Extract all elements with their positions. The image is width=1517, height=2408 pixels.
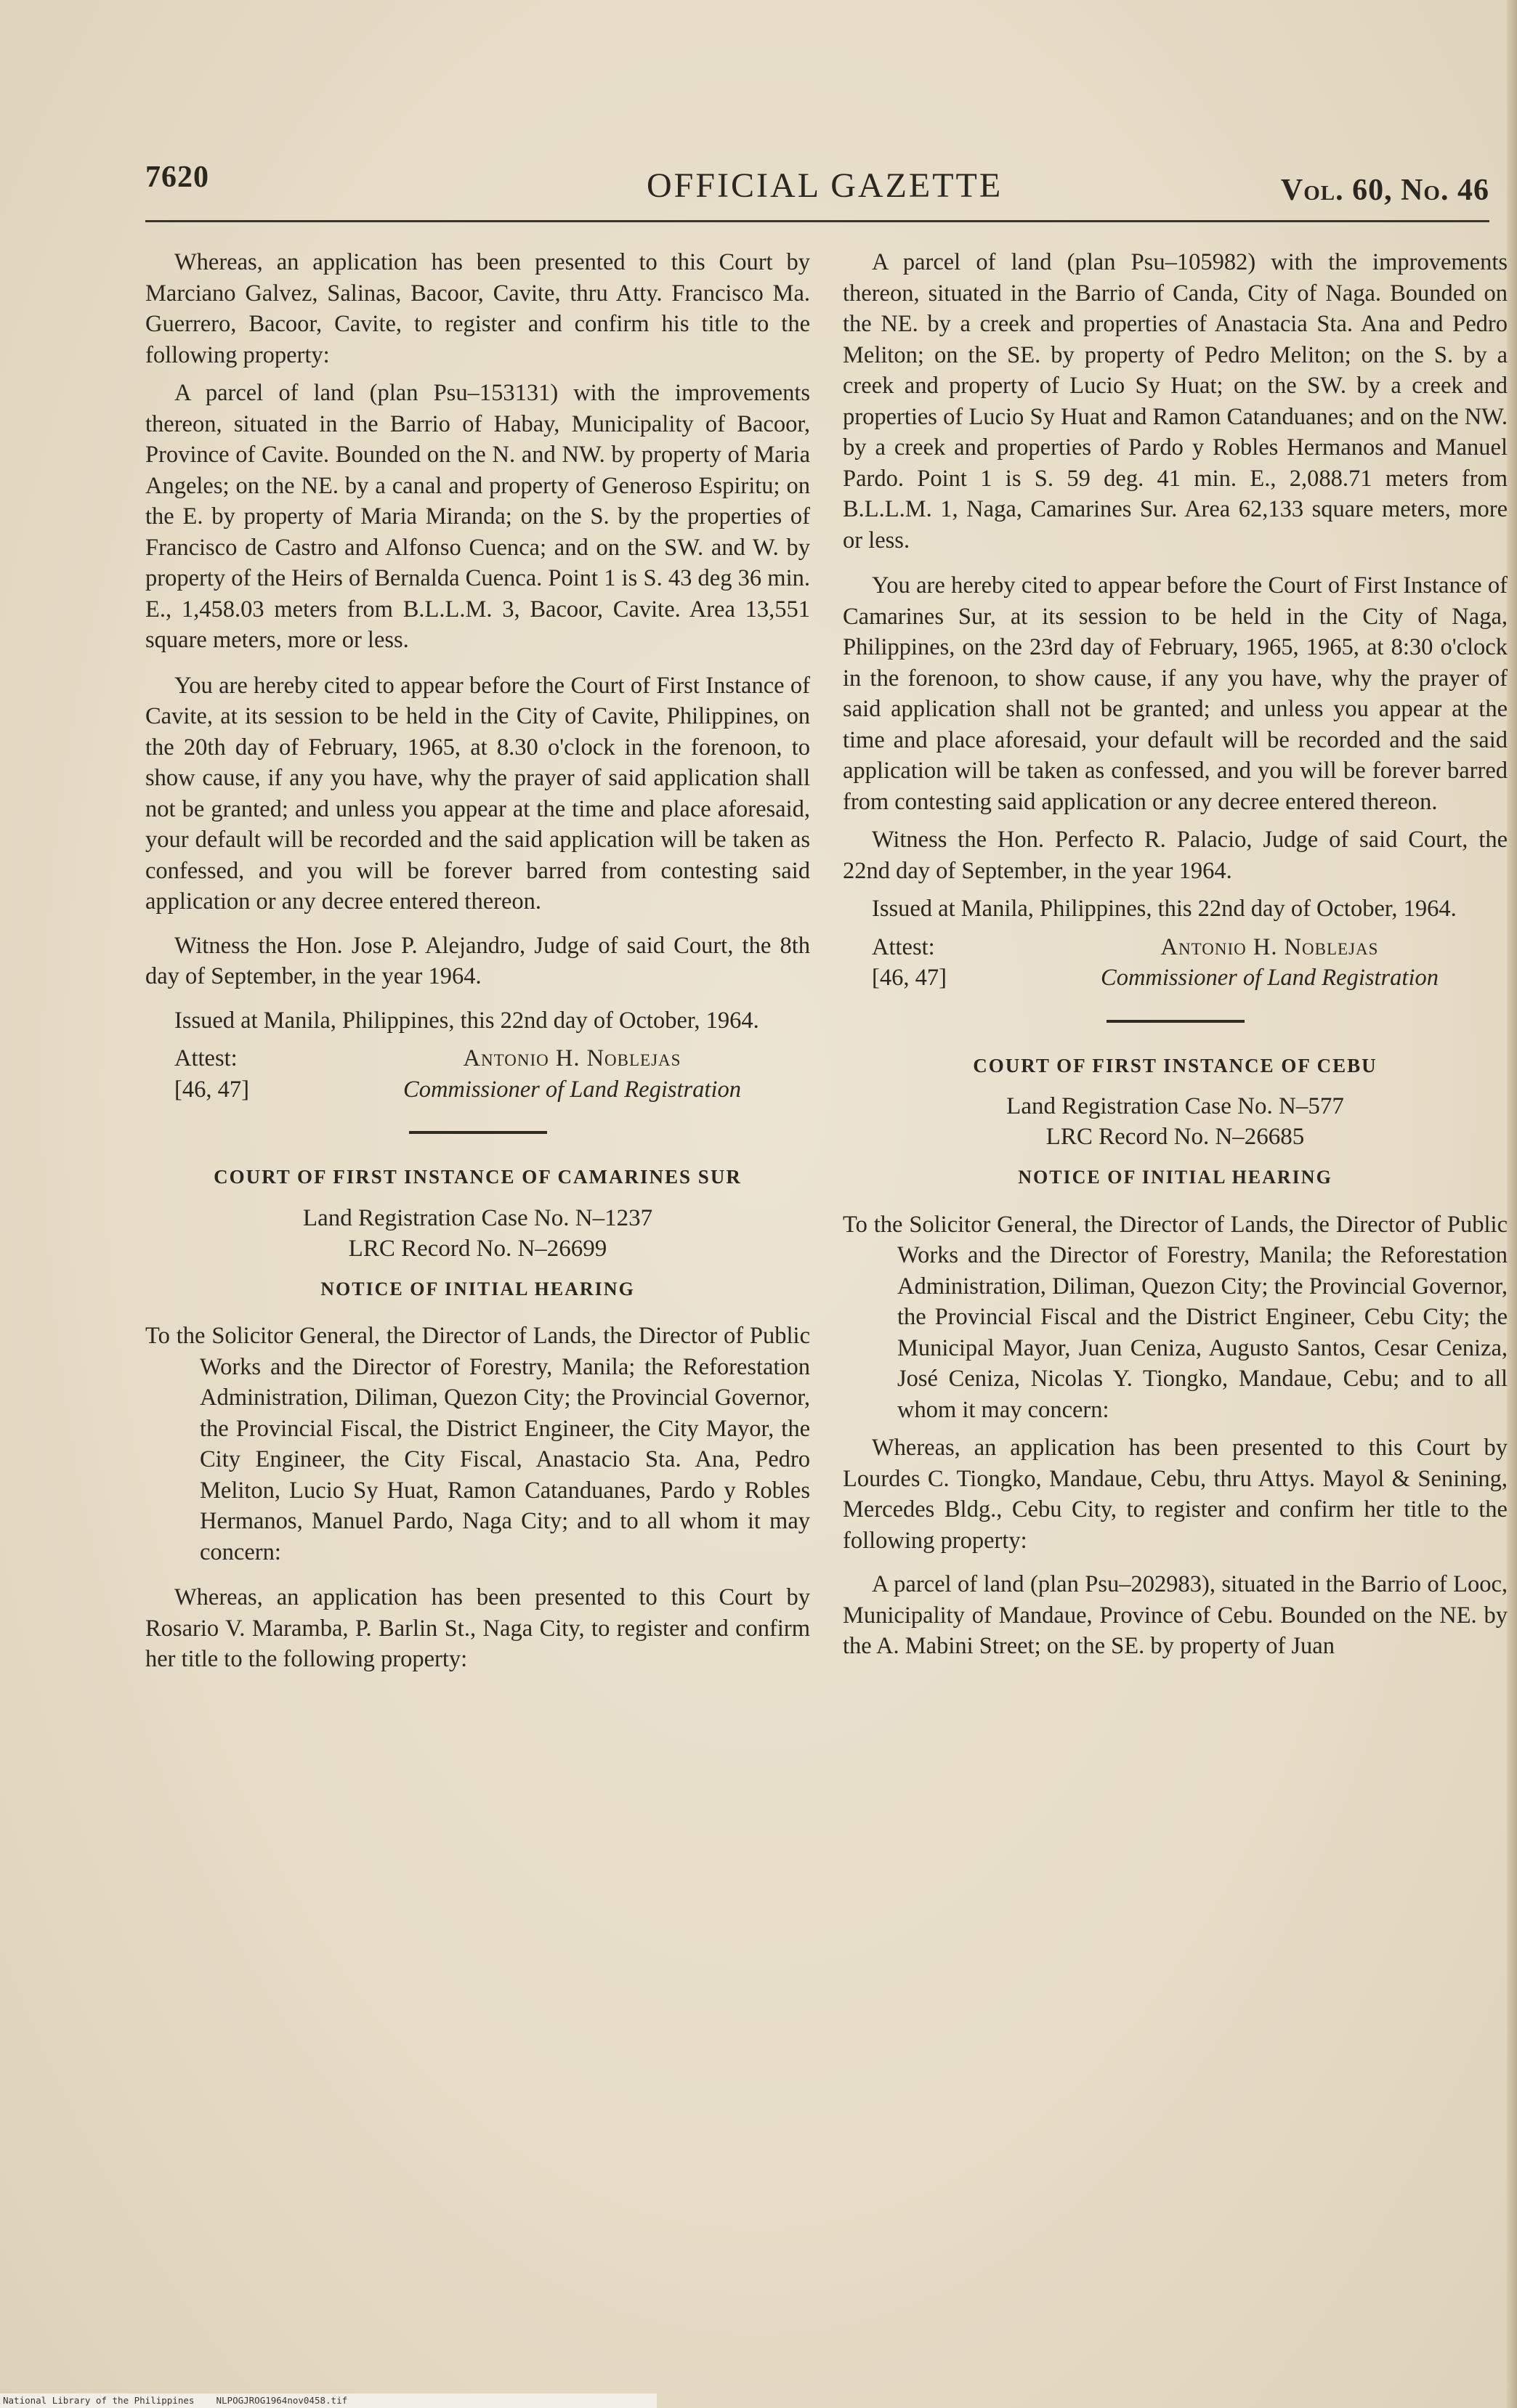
publication-title: OFFICIAL GAZETTE (647, 166, 1003, 205)
attest-name: Antonio H. Noblejas (1160, 933, 1379, 960)
page-edge (1507, 0, 1517, 2408)
paragraph: You are hereby cited to appear before the Court of First Instance of Camarines Sur, at its session to be held in the City of Naga, Philippines, on the 23rd day of February, 1965, 1965, at 8:30 o'clock in the forenoon, to show cause, if any you have, why the prayer of said application shall not be granted; and unless you appear at the time and place aforesaid, your default will be recorded and the said application will be taken as confessed, and you will be forever barred from contesting said application or any decree entered thereon. (843, 572, 1508, 815)
page-number: 7620 (145, 161, 209, 194)
paragraph: A parcel of land (plan Psu–105982) with the improvements thereon, situated in the Barrio of Canda, City of Naga. Bounded on the NE. by a creek and properties of Anastacia Sta. Ana and Pedro Meliton; on the SE. by property of Pedro Meliton; on the S. by a creek and property of Lucio Sy Huat; on the SW. by a creek and properties of Lucio Sy Huat and Ramon Catanduanes; and on the NW. by a creek and properties of Pardo y Robles Hermanos and Manuel Pardo. Point 1 is S. 59 deg. 41 min. E., 2,088.71 meters from B.L.L.M. 1, Naga, Camarines Sur. Area 62,133 square meters, more or less. (843, 249, 1508, 554)
attest-label: Attest: (872, 933, 935, 960)
addressees: To the Solicitor General, the Director of Lands, the Director of Public Works and the Director of Forestry, Manila; the Reforestation Administration, Diliman, Quezon City; the Provincial Governor, the Provincial Fiscal and the District Engineer, Cebu City; the Municipal Mayor, Juan Ceniza, Augusto Santos, Cesar Ceniza, José Ceniza, Nicolas Y. Tiongko, Mandaue, Cebu; and to all whom it may concern: (843, 1211, 1508, 1423)
addressees: To the Solicitor General, the Director of Lands, the Director of Public Works and the Director of Forestry, Manila; the Reforestation Administration, Diliman, Quezon City; the Provincial Governor, the Provincial Fiscal, the District Engineer, the City Mayor, the City Engineer, the City Fiscal, Anastacio Sta. Ana, Pedro Meliton, Lucio Sy Huat, Ramon Catanduanes, Pardo y Robles Hermanos, Manuel Pardo, Naga City; and to all whom it may concern: (145, 1323, 810, 1565)
attestation (145, 1043, 810, 1074)
notice-heading: NOTICE OF INITIAL HEARING (320, 1278, 635, 1300)
paragraph: You are hereby cited to appear before the Court of First Instance of Cavite, at its session to be held in the City of Cavite, Philippines, on the 20th day of February, 1965, at 8.30 o'clock in the forenoon, to show cause, if any you have, why the prayer of said application shall not be granted; and unless you appear at the time and place aforesaid, your default will be recorded and the said application will be taken as confessed, and you will be forever barred from contesting said application or any decree entered thereon. (145, 672, 810, 915)
attest-name: Antonio H. Noblejas (463, 1045, 681, 1071)
lrc-record: LRC Record No. N–26699 (348, 1235, 607, 1262)
paragraph: Witness the Hon. Perfecto R. Palacio, Judge of said Court, the 22nd day of September, in the year 1964. (843, 827, 1508, 884)
paragraph: Issued at Manila, Philippines, this 22nd day of October, 1964. (174, 1007, 759, 1034)
court-heading: COURT OF FIRST INSTANCE OF CEBU (973, 1054, 1378, 1077)
attestation-title (145, 1074, 810, 1106)
attestation-title (843, 962, 1508, 994)
left-column (145, 247, 810, 1682)
paragraph: Whereas, an application has been presented to this Court by Lourdes C. Tiongko, Mandaue, Cebu, thru Attys. Mayol & Senining, Mercedes Bldg., Cebu City, to register and confirm her title to the following property: (843, 1435, 1508, 1554)
case-number: Land Registration Case No. N–1237 (302, 1204, 653, 1231)
paragraph: Whereas, an application has been presented to this Court by Rosario V. Maramba, P. Barlin St., Naga City, to register and confirm her title to the following property: (145, 1584, 810, 1672)
paragraph: Issued at Manila, Philippines, this 22nd day of October, 1964. (872, 896, 1457, 922)
paragraph: A parcel of land (plan Psu–202983), situated in the Barrio of Looc, Municipality of Mandaue, Province of Cebu. Bounded on the NE. by the A. Mabini Street; on the SE. by property of Juan (843, 1571, 1508, 1659)
paragraph: Witness the Hon. Jose P. Alejandro, Judge of said Court, the 8th day of September, in the year 1964. (145, 932, 810, 989)
notice-heading: NOTICE OF INITIAL HEARING (1018, 1167, 1332, 1188)
header-rule (145, 220, 1489, 222)
attest-title: Commissioner of Land Registration (1101, 965, 1439, 991)
paragraph: Whereas, an application has been presented to this Court by Marciano Galvez, Salinas, Bacoor, Cavite, thru Atty. Francisco Ma. Guerrero, Bacoor, Cavite, to register and confirm his title to the following property: (145, 249, 810, 368)
attest-title: Commissioner of Land Registration (403, 1076, 741, 1103)
attest-reference: [46, 47] (872, 965, 947, 991)
attestation (843, 932, 1508, 963)
case-number: Land Registration Case No. N–577 (1006, 1093, 1344, 1119)
lrc-record: LRC Record No. N–26685 (1045, 1124, 1305, 1150)
section-divider (409, 1131, 547, 1134)
court-heading: COURT OF FIRST INSTANCE OF CAMARINES SUR (214, 1166, 742, 1188)
scan-footer: National Library of the Philippines NLPOGJROG1964nov0458.tif (0, 2393, 657, 2408)
attest-reference: [46, 47] (174, 1076, 249, 1103)
paragraph: A parcel of land (plan Psu–153131) with the improvements thereon, situated in the Barrio of Habay, Municipality of Bacoor, Province of Cavite. Bounded on the N. and NW. by property of Maria Angeles; on the NE. by a canal and property of Generoso Espiritu; on the E. by property of Maria Miranda; on the S. by the properties of Francisco de Castro and Alfonso Cuenca; and on the SW. and W. by property of the Heirs of Bernalda Cuenca. Point 1 is S. 43 deg 36 min. E., 1,458.03 meters from B.L.L.M. 3, Bacoor, Cavite. Area 13,551 square meters, more or less. (145, 380, 810, 653)
right-column (843, 247, 1508, 1669)
volume-number: Vol. 60, No. 46 (1280, 174, 1489, 207)
section-divider (1107, 1020, 1245, 1023)
attest-label: Attest: (174, 1045, 238, 1071)
page-header (145, 160, 1489, 211)
